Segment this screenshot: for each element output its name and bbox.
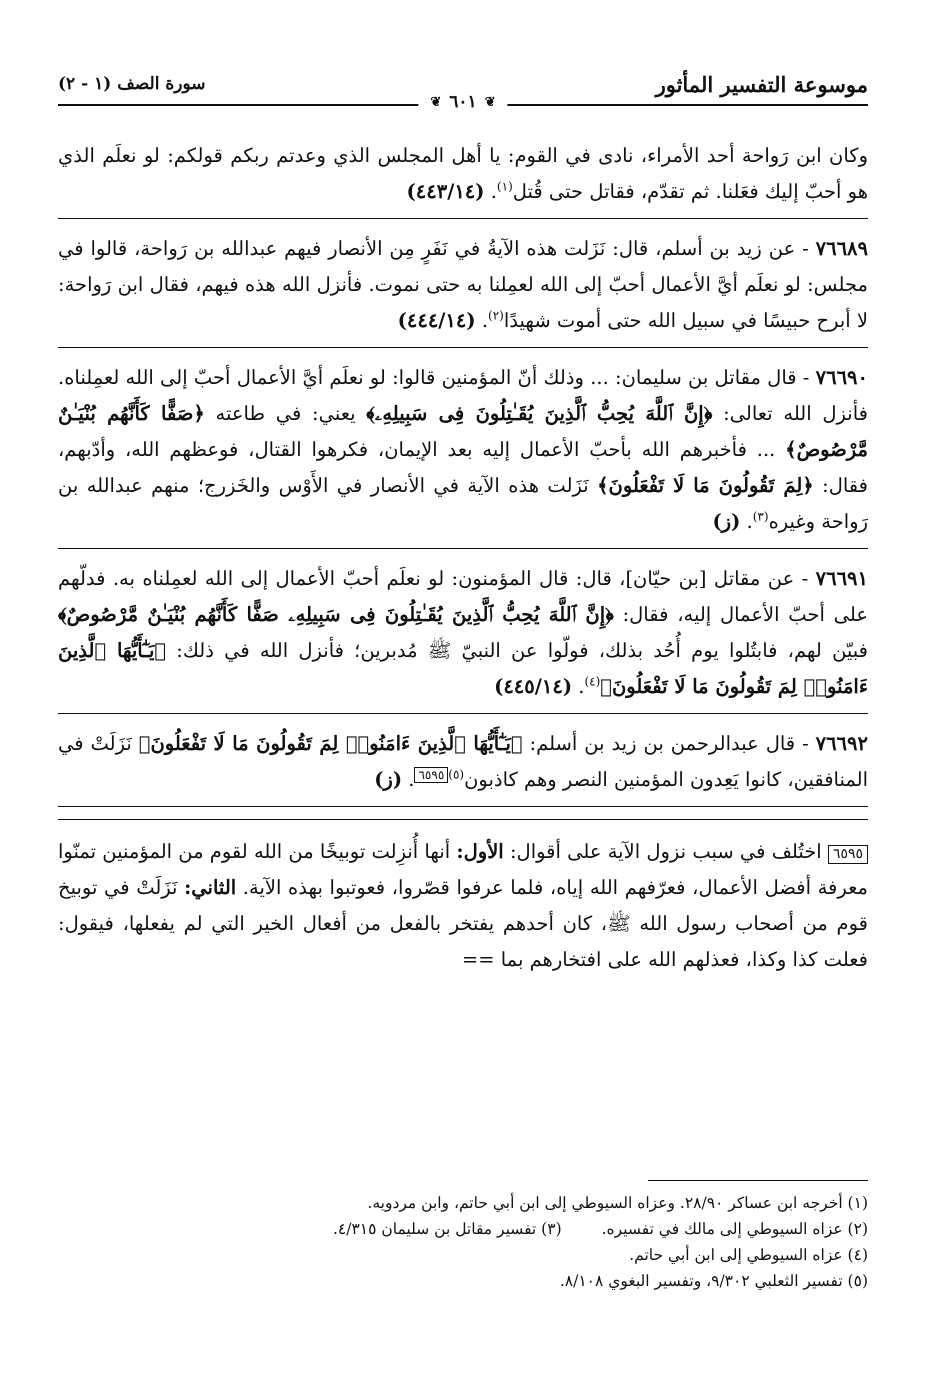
second-opinion-label: الثاني: (184, 876, 237, 899)
volume-reference: (٤٤٣/١٤) (406, 180, 485, 203)
narration-text: نَزَلَتْ في المنافقين، كانوا يَعِدون المؤمنين النصر وهم كاذبون (58, 732, 868, 791)
footnote-marker[interactable]: (٣) (752, 509, 769, 524)
narration-number: ٧٦٦٩٢ (815, 732, 868, 755)
volume-reference: (ز) (712, 510, 741, 533)
narration-number: ٧٦٦٨٩ (815, 237, 868, 260)
quran-verse: ﴿يَـٰٓأَيُّهَا ٱلَّذِينَ ءَامَنُوا۟ لِمَ تَقُولُونَ مَا لَا تَفْعَلُونَ﴾ (58, 639, 868, 698)
volume-reference: (ز) (374, 768, 403, 791)
commentary-text: نَزَلَتْ في توبيخ قوم من أصحاب رسول الله ﷺ، كان أحدهم يفتخر بالفعل من أفعال الخير التي لم يفعلها، فيقول: فعلت كذا وكذا، فعذلهم الله على افتخارهم بما == (58, 876, 868, 971)
volume-reference: (٤٤٥/١٤) (494, 675, 573, 698)
page-number: ٦٠١ (449, 92, 477, 112)
footnote: (٥) تفسير الثعلبي ٩/٣٠٢، وتفسير البغوي ٨/١٠٨. (559, 1272, 868, 1290)
commentary-note (58, 819, 868, 978)
main-content (58, 138, 868, 978)
footnote-rule (648, 1180, 868, 1181)
narration-text: - قال عبدالرحمن بن زيد بن أسلم: (522, 732, 816, 755)
footnote-marker[interactable]: (٢) (488, 308, 504, 323)
narration-text: فبيّن لهم، فابتُلوا يوم أُحُد بذلك، فولّوا عن النبيّ ﷺ مُدبرين؛ فأنزل الله في ذلك: (166, 639, 868, 662)
narration-text: - قال مقاتل بن سليمان: ... وذلك أنّ المؤمنين قالوا: لو نعلَم أيَّ الأعمال أحبّ إلى الله لعمِلناه. فأنزل الله تعالى: (58, 366, 868, 425)
narration-text: - عن مقاتل [بن حيّان]، قال: قال المؤمنون: لو نعلَم أحبّ الأعمال إلى الله لعمِلناه به. فدلّهم على أحبّ الأعمال إليه، فقال: (58, 567, 868, 626)
narration-number: ٧٦٦٩١ (815, 567, 868, 590)
footnote-row (58, 1216, 868, 1242)
footnote-marker[interactable]: (٥) (448, 767, 465, 782)
narration-text: - عن زيد بن أسلم، قال: نَزَلت هذه الآيةُ في نَفَرٍ مِن الأنصار فيهم عبدالله بن رَواحة، قالوا في مجلس: لو نعلَم أيَّ الأعمال أحبّ إلى الله لعمِلنا به حتى نموت. فأنزل الله هذه فيهم، فقال ابن رَواحة: لا أبرح حبيسًا في سبيل الله حتى أموت شهيدًا (58, 237, 868, 332)
narration-text: ... فأخبرهم الله بأحبّ الأعمال إليه بعد الإيمان، فكرهوا القتال، فوعظهم الله، وأدّبهم، فقال: (58, 438, 868, 497)
narration-text: نَزَلت هذه الآية في الأنصار في الأَوْس والخَزرج؛ منهم عبدالله بن رَواحة وغيره (58, 474, 868, 533)
footnote-marker[interactable]: (١) (496, 179, 513, 194)
commentary-link[interactable]: ٦٥٩٥ (414, 767, 448, 783)
page-number-block (418, 92, 507, 112)
quran-verse: ﴿يَـٰٓأَيُّهَا ٱلَّذِينَ ءَامَنُوا۟ لِمَ تَقُولُونَ مَا لَا تَفْعَلُونَ﴾ (138, 732, 523, 755)
quran-verse: ﴿صَفًّا كَأَنَّهُم بُنْيَـٰنٌ مَّرْصُوصٌ﴾ (58, 402, 868, 461)
intro-paragraph: وكان ابن رَواحة أحد الأمراء، نادى في القوم: يا أهل المجلس الذي وعدتم ربكم قولكم: لو نعلَم الذي هو أحبّ إليك فعَلنا. ثم تقدّم، فقاتل حتى قُتل$^{(١)}$. (٤٤٣/١٤) (58, 138, 868, 219)
paragraph-text: وكان ابن رَواحة أحد الأمراء، نادى في القوم: يا أهل المجلس الذي وعدتم ربكم قولكم: لو نعلَم الذي هو أحبّ إليك فعَلنا. ثم تقدّم، فقاتل حتى قُتل (58, 144, 868, 203)
quran-verse: ﴿إِنَّ ٱللَّهَ يُحِبُّ ٱلَّذِينَ يُقَـٰتِلُونَ فِى سَبِيلِهِۦ﴾ (366, 402, 713, 425)
ornament-icon: ❦ (430, 94, 442, 110)
narration-entry: ٧٦٦٨٩ - عن زيد بن أسلم، قال: نَزَلت هذه الآيةُ في نَفَرٍ مِن الأنصار فيهم عبدالله بن رَواحة، قالوا في مجلس: لو نعلَم أيَّ الأعمال أحبّ إلى الله لعمِلنا به حتى نموت. فأنزل الله هذه فيهم، فقال ابن رَواحة: لا أبرح حبيسًا في سبيل الله حتى أموت شهيدًا$^{(٢)}$. (٤٤٤/١٤) (58, 231, 868, 348)
footnote: (١) أخرجه ابن عساكر ٢٨/٩٠. وعزاه السيوطي إلى ابن أبي حاتم، وابن مردويه. (367, 1194, 868, 1212)
quran-verse: ﴿إِنَّ ٱللَّهَ يُحِبُّ ٱلَّذِينَ يُقَـٰتِلُونَ فِى سَبِيلِهِۦ صَفًّا كَأَنَّهُم بُنْيَـٰنٌ مَّرْصُوصٌ﴾ (58, 603, 614, 626)
footnote: (٢) عزاه السيوطي إلى مالك في تفسيره. (601, 1220, 868, 1238)
footnote-marker[interactable]: (٤) (584, 674, 601, 689)
narration-entry: ٧٦٦٩٢ - قال عبدالرحمن بن زيد بن أسلم: ﴿يَـٰٓأَيُّهَا ٱلَّذِينَ ءَامَنُوا۟ لِمَ تَقُولُونَ مَا لَا تَفْعَلُونَ﴾ نَزَلَتْ في المنافقين، كانوا يَعِدون المؤمنين النصر وهم كاذبون$^{(٥)}$٦٥٩٥. (ز) (58, 726, 868, 807)
footnotes (58, 1190, 868, 1294)
narration-entry: ٧٦٦٩١ - عن مقاتل [بن حيّان]، قال: قال المؤمنون: لو نعلَم أحبّ الأعمال إلى الله لعمِلناه به. فدلّهم على أحبّ الأعمال إليه، فقال: ﴿إِنَّ ٱللَّهَ يُحِبُّ ٱلَّذِينَ يُقَـٰتِلُونَ فِى سَبِيلِهِۦ صَفًّا كَأَنَّهُم بُنْيَـٰنٌ مَّرْصُوصٌ﴾ فبيّن لهم، فابتُلوا يوم أُحُد بذلك، فولّوا عن النبيّ ﷺ مُدبرين؛ فأنزل الله في ذلك: ﴿يَـٰٓأَيُّهَا ٱلَّذِينَ ءَامَنُوا۟ لِمَ تَقُولُونَ مَا لَا تَفْعَلُونَ﴾$^{(٤)}$. (٤٤٥/١٤) (58, 561, 868, 714)
commentary-text: أنها أُنزِلت توبيخًا من الله لقوم من المؤمنين تمنّوا معرفة أفضل الأعمال، فعرّفهم الله إياه، فلما عرفوا قصّروا، فعوتبوا بهذه الآية. (58, 840, 868, 899)
surah-reference: سورة الصف (١ - ٢) (58, 74, 206, 94)
commentary-text: اختُلف في سبب نزول الآية على أقوال: (503, 840, 828, 863)
volume-reference: (٤٤٤/١٤) (397, 309, 476, 332)
narration-entry: ٧٦٦٩٠ - قال مقاتل بن سليمان: ... وذلك أنّ المؤمنين قالوا: لو نعلَم أيَّ الأعمال أحبّ إلى الله لعمِلناه. فأنزل الله تعالى: ﴿إِنَّ ٱللَّهَ يُحِبُّ ٱلَّذِينَ يُقَـٰتِلُونَ فِى سَبِيلِهِۦ﴾ يعني: في طاعته ﴿صَفًّا كَأَنَّهُم بُنْيَـٰنٌ مَّرْصُوصٌ﴾ ... فأخبرهم الله بأحبّ الأعمال إليه بعد الإيمان، فكرهوا القتال، فوعظهم الله، وأدّبهم، فقال: ﴿لِمَ تَقُولُونَ مَا لَا تَفْعَلُونَ﴾ نَزَلت هذه الآية في الأنصار في الأَوْس والخَزرج؛ منهم عبدالله بن رَواحة وغيره$^{(٣)}$. (ز) (58, 360, 868, 549)
book-title: موسوعة التفسير المأثور (655, 71, 868, 97)
narration-number: ٧٦٦٩٠ (815, 366, 868, 389)
narration-text: يعني: في طاعته (204, 402, 367, 425)
ornament-icon: ❦ (484, 94, 496, 110)
first-opinion-label: الأول: (456, 840, 504, 863)
footnote: (٤) عزاه السيوطي إلى ابن أبي حاتم. (629, 1246, 868, 1264)
commentary-number: ٦٥٩٥ (828, 845, 868, 864)
quran-verse: ﴿لِمَ تَقُولُونَ مَا لَا تَفْعَلُونَ﴾ (597, 474, 814, 497)
footnote: (٣) تفسير مقاتل بن سليمان ٤/٣١٥. (332, 1220, 562, 1238)
